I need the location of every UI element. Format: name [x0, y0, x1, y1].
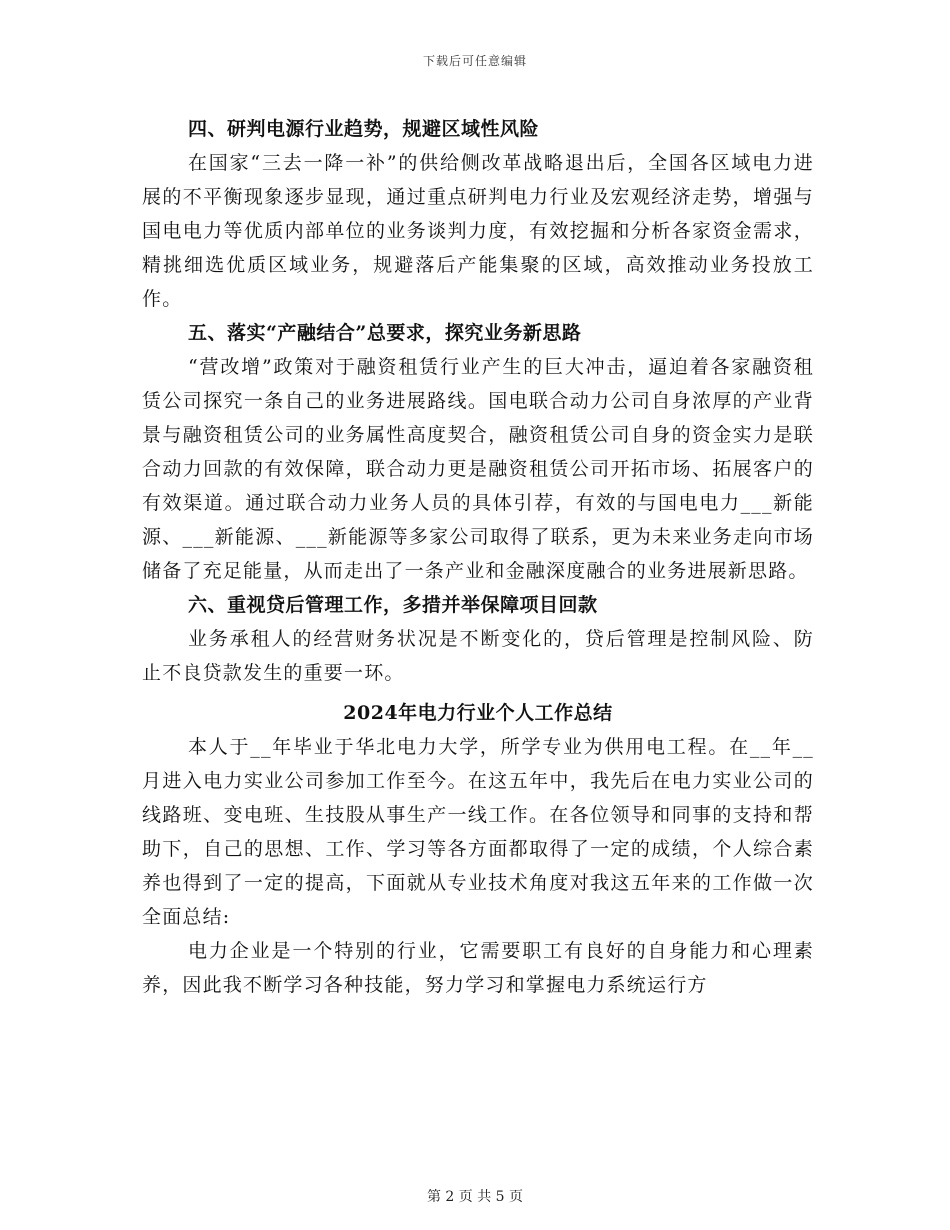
article-title: 2024年电力行业个人工作总结 [343, 702, 613, 724]
page-footer: 第 2 页 共 5 页 [426, 1189, 524, 1205]
section-6-paragraph: 业务承租人的经营财务状况是不断变化的，贷后管理是控制风险、防止不良贷款发生的重要一环。 [142, 628, 814, 684]
article-paragraph-2: 电力企业是一个特别的行业，它需要职工有良好的自身能力和心理素养，因此我不断学习各种技能，努力学习和掌握电力系统运行方 [142, 940, 814, 996]
document-body [142, 112, 814, 1002]
section-4-paragraph: 在国家“三去一降一补”的供给侧改革战略退出后，全国各区域电力进展的不平衡现象逐步显现，通过重点研判电力行业及宏观经济走势，增强与国电电力等优质内部单位的业务谈判力度，有效挖掘和分析各家资金需求，精挑细选优质区域业务，规避落后产能集聚的区域，高效推动业务投放工作。 [142, 152, 814, 310]
section-5-paragraph: “营改增”政策对于融资租赁行业产生的巨大冲击，逼迫着各家融资租赁公司探究一条自己的业务进展路线。国电联合动力公司自身浓厚的产业背景与融资租赁公司的业务属性高度契合，融资租赁公司自身的资金实力是联合动力回款的有效保障，联合动力更是融资租赁公司开拓市场、拓展客户的有效渠道。通过联合动力业务人员的具体引荐，有效的与国电电力___新能源、___新能源、___新能源等多家公司取得了联系，更为未来业务走向市场储备了充足能量，从而走出了一条产业和金融深度融合的业务进展新思路。 [142, 356, 814, 582]
section-6-heading: 六、重视贷后管理工作，多措并举保障项目回款 [188, 594, 598, 616]
article-paragraph-1: 本人于__年毕业于华北电力大学，所学专业为供用电工程。在__年__月进入电力实业公司参加工作至今。在这五年中，我先后在电力实业公司的线路班、变电班、生技股从事生产一线工作。在各位领导和同事的支持和帮助下，自己的思想、工作、学习等各方面都取得了一定的成绩，个人综合素养也得到了一定的提高，下面就从专业技术角度对我这五年来的工作做一次全面总结: [142, 736, 814, 928]
page-header: 下载后可任意编辑 [422, 54, 527, 68]
section-4-heading: 四、研判电源行业趋势，规避区域性风险 [188, 118, 540, 140]
section-5-heading: 五、落实“产融结合”总要求，探究业务新思路 [188, 322, 582, 344]
